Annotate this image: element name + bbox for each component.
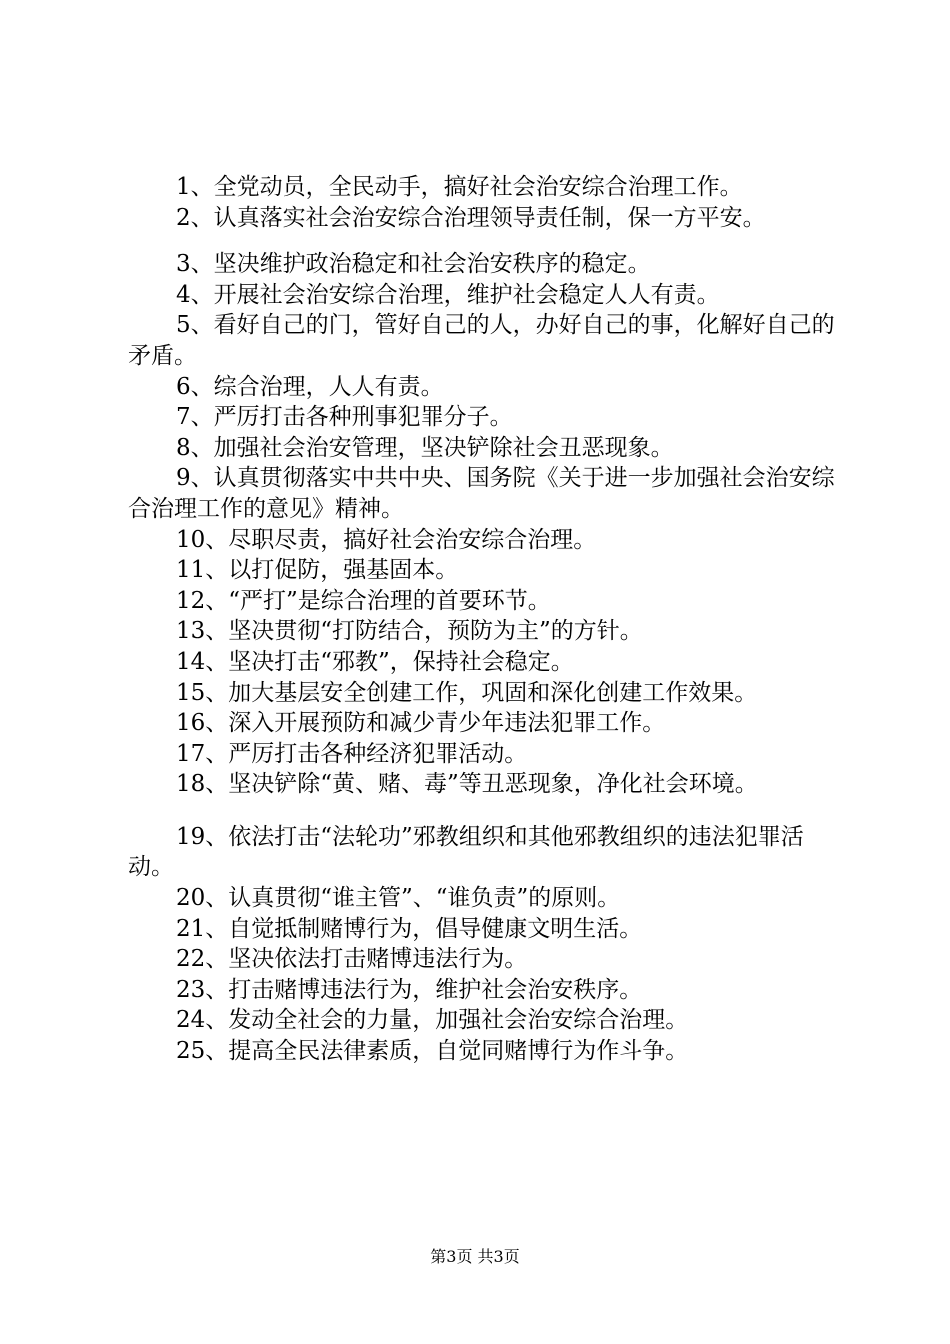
list-item: 6、综合治理，人人有责。: [176, 373, 444, 400]
list-item: 22、坚决依法打击赌博违法行为。: [176, 946, 528, 973]
list-item: 23、打击赌博违法行为，维护社会治安秩序。: [176, 976, 643, 1003]
list-item: 9、认真贯彻落实中共中央、国务院《关于进一步加强社会治安综合治理工作的意见》精神。: [128, 465, 835, 522]
list-item: 3、坚决维护政治稳定和社会治安秩序的稳定。: [176, 251, 651, 278]
list-item: 7、严厉打击各种刑事犯罪分子。: [176, 404, 513, 431]
list-item: 8、加强社会治安管理，坚决铲除社会丑恶现象。: [176, 434, 674, 461]
list-item: 5、看好自己的门，管好自己的人，办好自己的事，化解好自己的矛盾。: [128, 312, 835, 369]
list-item: 4、开展社会治安综合治理，维护社会稳定人人有责。: [176, 281, 720, 308]
list-item: 25、提高全民法律素质，自觉同赌博行为作斗争。: [176, 1038, 689, 1065]
list-item: 19、依法打击“法轮功”邪教组织和其他邪教组织的违法犯罪活动。: [128, 823, 804, 881]
list-item: 2、认真落实社会治安综合治理领导责任制，保一方平安。: [176, 204, 766, 231]
list-item: 14、坚决打击“邪教”，保持社会稳定。: [176, 648, 574, 675]
list-item: 10、尽职尽责，搞好社会治安综合治理。: [176, 526, 597, 553]
list-item: 11、以打促防，强基固本。: [176, 557, 459, 584]
list-item: 20、认真贯彻“谁主管”、“谁负责”的原则。: [176, 885, 621, 912]
slogan-list: [128, 172, 840, 1067]
list-item: 24、发动全社会的力量，加强社会治安综合治理。: [176, 1007, 689, 1034]
list-item: 1、全党动员，全民动手，搞好社会治安综合治理工作。: [176, 174, 743, 200]
list-item: 13、坚决贯彻“打防结合，预防为主”的方针。: [176, 618, 643, 645]
list-item: 16、深入开展预防和减少青少年违法犯罪工作。: [176, 710, 666, 737]
list-item: 17、严厉打击各种经济犯罪活动。: [176, 740, 528, 767]
list-item: 15、加大基层安全创建工作，巩固和深化创建工作效果。: [176, 679, 758, 706]
page-footer: 第3页 共3页: [430, 1247, 520, 1266]
list-item: 18、坚决铲除“黄、赌、毒”等丑恶现象，净化社会环境。: [176, 771, 758, 798]
list-item: 21、自觉抵制赌博行为，倡导健康文明生活。: [176, 915, 643, 942]
list-item: 12、“严打”是综合治理的首要环节。: [176, 587, 551, 614]
